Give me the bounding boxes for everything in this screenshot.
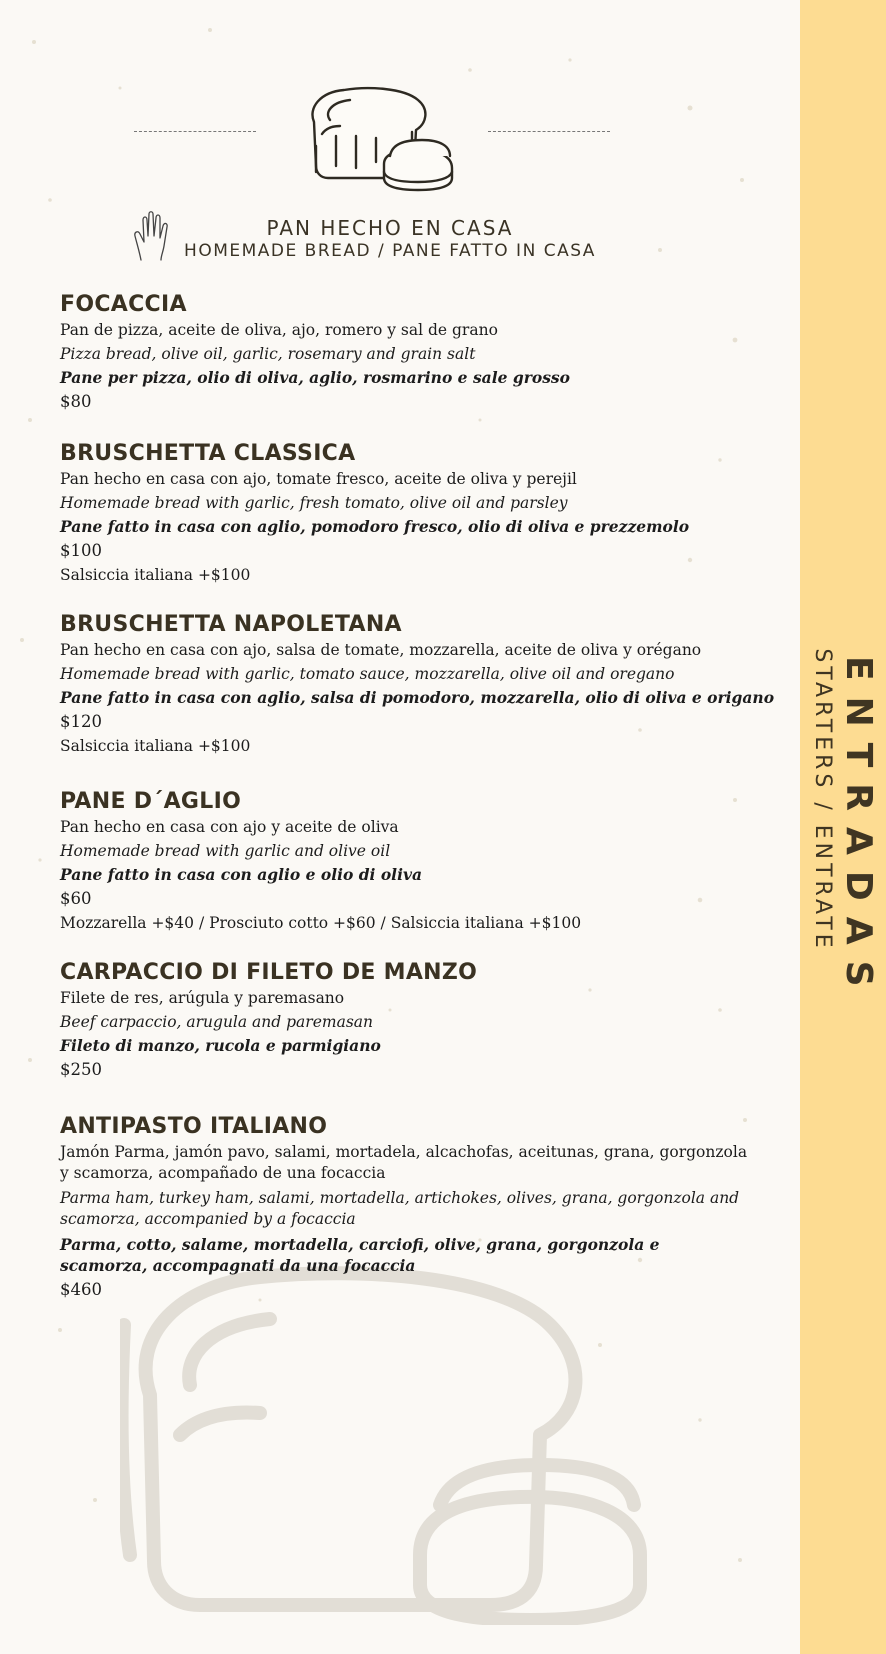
divider-left	[134, 131, 256, 132]
header-subtitle: HOMEMADE BREAD / PANE FATTO IN CASA	[184, 241, 596, 261]
bread-loaf-icon	[306, 86, 460, 194]
item-description-en: Homemade bread with garlic, tomato sauce, mozzarella, olive oil and oregano	[60, 665, 675, 683]
item-name: CARPACCIO DI FILETO DE MANZO	[60, 960, 478, 985]
menu-item-bruschetta-napoletana	[60, 612, 775, 758]
item-description-es: Pan hecho en casa con ajo, tomate fresco, aceite de oliva y perejil	[60, 470, 577, 488]
item-extras: Salsiccia italiana +$100	[60, 566, 251, 584]
item-name: BRUSCHETTA CLASSICA	[60, 441, 356, 466]
item-description-es: Jamón Parma, jamón pavo, salami, mortadela, alcachofas, aceitunas, grana, gorgonzola y scamorza, acompañado de una focaccia	[60, 1143, 748, 1182]
item-description-it: Pane fatto in casa con aglio, pomodoro fresco, olio di oliva e prezzemolo	[60, 517, 690, 536]
item-description-es: Pan hecho en casa con ajo, salsa de tomate, mozzarella, aceite de oliva y orégano	[60, 641, 702, 659]
menu-item-pane-daglio	[60, 789, 750, 935]
menu-item-bruschetta-classica	[60, 441, 750, 587]
item-description-en: Homemade bread with garlic and olive oil	[60, 842, 391, 860]
item-description-it: Parma, cotto, salame, mortadella, carciofi, olive, grana, gorgonzola e scamorza, accompagnati da una focaccia	[60, 1235, 660, 1275]
side-label	[808, 640, 879, 1003]
item-price: $120	[60, 712, 102, 731]
section-subtitle: STARTERS / ENTRATE	[810, 648, 835, 952]
item-name: ANTIPASTO ITALIANO	[60, 1114, 328, 1139]
item-description-it: Fileto di manzo, rucola e parmigiano	[60, 1036, 381, 1055]
section-title: ENTRADAS	[838, 656, 879, 1003]
item-extras: Salsiccia italiana +$100	[60, 737, 251, 755]
item-price: $100	[60, 541, 102, 560]
item-name: PANE D´AGLIO	[60, 789, 242, 814]
item-description-en: Pizza bread, olive oil, garlic, rosemary and grain salt	[60, 345, 476, 363]
item-name: FOCACCIA	[60, 292, 187, 317]
item-extras: Mozzarella +$40 / Prosciuto cotto +$60 / Salsiccia italiana +$100	[60, 914, 582, 932]
item-description-es: Filete de res, arúgula y paremasano	[60, 989, 345, 1007]
bread-watermark	[120, 1265, 660, 1625]
item-description-en: Parma ham, turkey ham, salami, mortadella, artichokes, olives, grana, gorgonzola and scamorza, accompanied by a focaccia	[60, 1189, 740, 1228]
item-price: $250	[60, 1060, 102, 1079]
item-price: $80	[60, 392, 92, 411]
menu-item-antipasto-italiano	[60, 1114, 750, 1302]
item-price: $60	[60, 889, 92, 908]
item-name: BRUSCHETTA NAPOLETANA	[60, 612, 402, 637]
section-header	[150, 216, 630, 262]
item-description-es: Pan de pizza, aceite de oliva, ajo, romero y sal de grano	[60, 321, 498, 339]
item-price: $460	[60, 1280, 102, 1299]
item-description-en: Homemade bread with garlic, fresh tomato, olive oil and parsley	[60, 494, 568, 512]
item-description-it: Pane fatto in casa con aglio, salsa di pomodoro, mozzarella, olio di oliva e origano	[60, 688, 775, 707]
header-title: PAN HECHO EN CASA	[266, 216, 514, 240]
item-description-it: Pane fatto in casa con aglio e olio di oliva	[60, 865, 423, 884]
menu-item-carpaccio	[60, 960, 750, 1082]
menu-item-focaccia	[60, 292, 750, 414]
divider-right	[488, 131, 610, 132]
item-description-en: Beef carpaccio, arugula and paremasan	[60, 1013, 373, 1031]
item-description-es: Pan hecho en casa con ajo y aceite de oliva	[60, 818, 399, 836]
item-description-it: Pane per pizza, olio di oliva, aglio, rosmarino e sale grosso	[60, 368, 570, 387]
